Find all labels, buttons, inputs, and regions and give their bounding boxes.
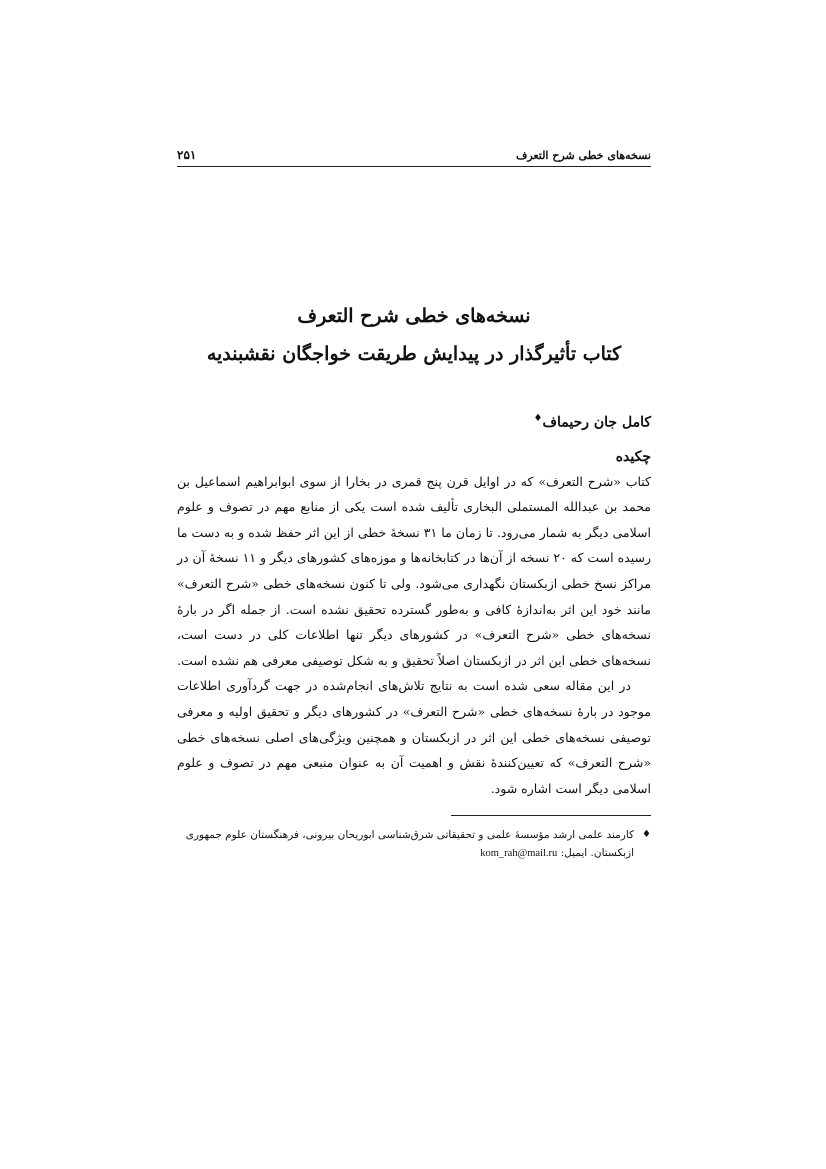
- abstract-heading: چکیده: [615, 448, 651, 465]
- footnote-divider: [451, 815, 651, 816]
- footnote-text: کارمند علمی ارشد مؤسسهٔ علمی و تحقیقاتی شرق‌شناسی ابوریحان بیرونی، فرهنگستان علوم جمهوری ازبکستان. ایمیل:: [185, 829, 635, 860]
- abstract-paragraph-1: کتاب «شرح التعرف» که در اوایل قرن پنج قمری در بخارا از سوی ابوابراهیم اسماعیل بن محمد بن عبدالله المستملی البخاری تألیف شده است یکی از منابع مهم در تصوف و علوم اسلامی دیگر به شمار می‌رود. تا زمان ما ۳۱ نسخهٔ خطی از این اثر حفظ شده و به دست ما رسیده است که ۲۰ نسخه از آن‌ها در کتابخانه‌ها و موزه‌های کشورهای دیگر و ۱۱ نسخهٔ آن در مراکز نسخ خطی ازبکستان نگهداری می‌شود. ولی تا کنون نسخه‌های خطی «شرح التعرف» مانند خود این اثر به‌اندازهٔ کافی و به‌طور گسترده تحقیق نشده است. از جمله اگر در بارهٔ نسخه‌های خطی «شرح التعرف» در کشورهای دیگر تنها اطلاعات کلی در دست است، نسخه‌های خطی این اثر در ازبکستان اصلاً تحقیق و به شکل توصیفی معرفی هم نشده است.: [176, 473, 651, 668]
- running-header: [177, 140, 651, 167]
- page-number: ۲۵۱: [177, 148, 197, 162]
- journal-page: [177, 140, 651, 863]
- footnote-body: [177, 826, 634, 863]
- author-line: [177, 413, 651, 431]
- abstract-paragraph-2: در این مقاله سعی شده است به نتایج تلاش‌های انجام‌شده در جهت گردآوری اطلاعات موجود در بارهٔ نسخه‌های خطی «شرح التعرف» در کشورهای دیگر و تحقیق اولیه و معرفی توصیفی نسخه‌های خطی این اثر در ازبکستان و همچنین ویژگی‌های اصلی نسخه‌های خطی «شرح التعرف» که تعیین‌کنندهٔ نقش و اهمیت آن به عنوان منبعی مهم در تصوف و علوم اسلامی دیگر است اشاره شود.: [177, 678, 651, 796]
- author-footnote-mark: ♦: [533, 413, 543, 424]
- author-name: کامل جان رحیماف: [542, 414, 651, 431]
- running-header-title: نسخه‌های خطی شرح التعرف: [515, 149, 651, 162]
- article-title: [177, 297, 651, 373]
- article-title-line-1: نسخه‌های خطی شرح التعرف: [297, 305, 531, 327]
- author-footnote: [177, 826, 651, 863]
- article-title-line-2: کتاب تأثیرگذار در پیدایش طریقت خواجگان نقشبندیه: [206, 343, 622, 365]
- footnote-email-link[interactable]: kom_rah@mail.ru: [480, 848, 558, 860]
- footnote-mark: ♦: [642, 829, 651, 841]
